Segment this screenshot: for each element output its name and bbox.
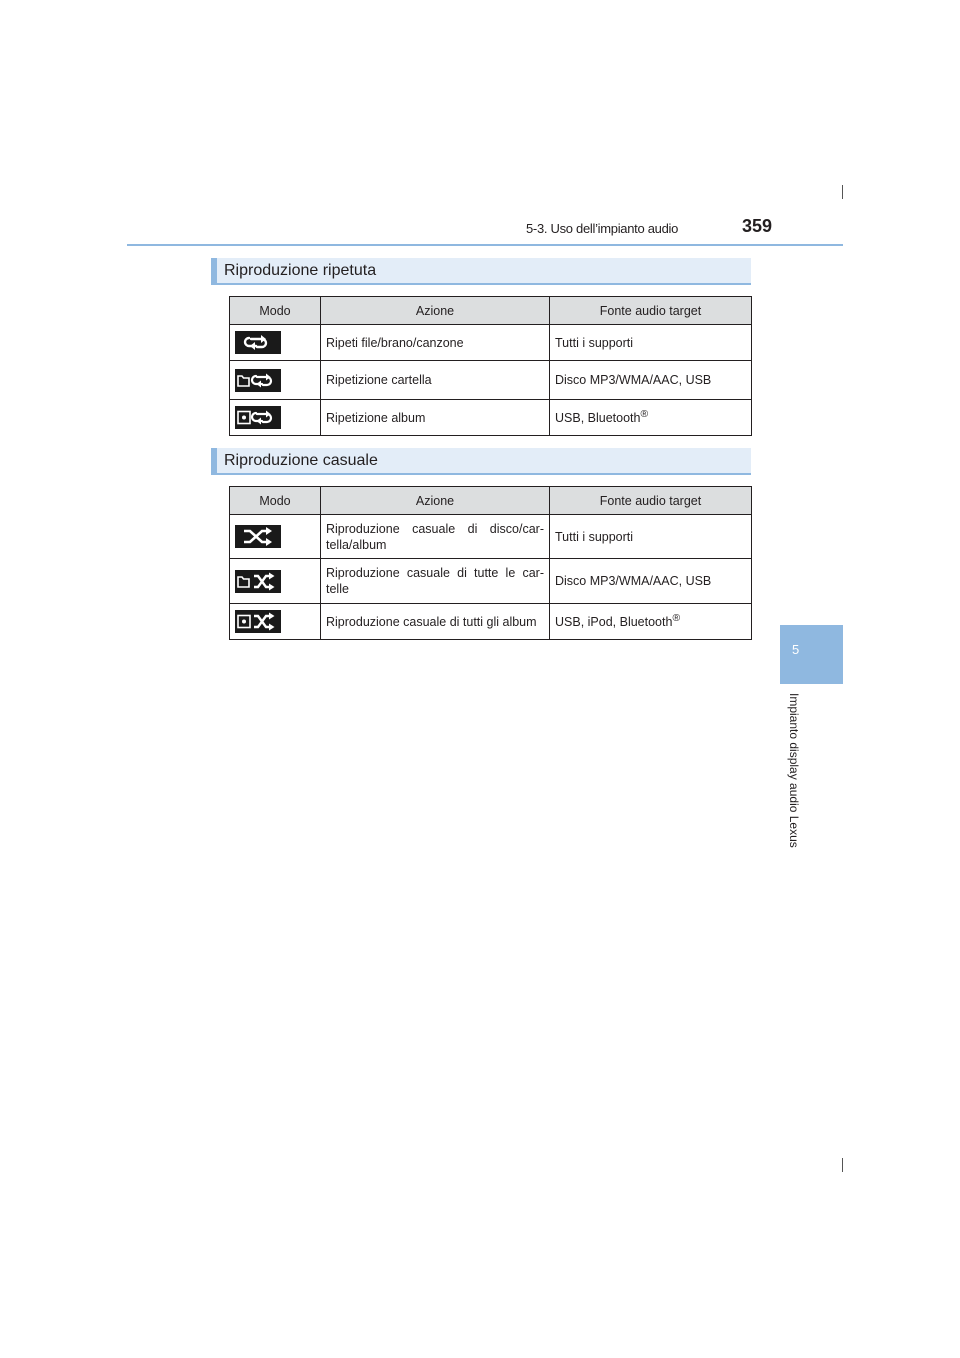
column-header-mode: Modo (230, 487, 321, 515)
random-table (229, 486, 752, 640)
table-header-row (230, 297, 752, 325)
header-rule (127, 244, 843, 246)
chapter-number: 5 (792, 642, 800, 657)
table-row (230, 400, 752, 436)
column-header-source: Fonte audio target (550, 487, 752, 515)
action-cell: Riproduzione casuale di tutte le car-telle (321, 559, 550, 604)
section-heading-random: Riproduzione casuale (211, 448, 751, 475)
table-row (230, 515, 752, 559)
mode-cell (230, 604, 321, 640)
chapter-tab (780, 625, 843, 684)
source-cell (550, 400, 752, 436)
source-text: USB, Bluetooth (555, 411, 641, 426)
folder-repeat-icon (235, 369, 281, 392)
action-cell: Ripetizione album (321, 400, 550, 436)
source-cell: Disco MP3/WMA/AAC, USB (550, 559, 752, 604)
section-heading-repeat: Riproduzione ripetuta (211, 258, 751, 285)
source-cell: Tutti i supporti (550, 325, 752, 361)
folder-shuffle-icon (235, 570, 281, 593)
shuffle-icon (235, 525, 281, 548)
table-row (230, 325, 752, 361)
table-row (230, 361, 752, 400)
registered-mark: ® (672, 613, 681, 625)
action-cell: Ripetizione cartella (321, 361, 550, 400)
column-header-action: Azione (321, 297, 550, 325)
repeat-icon (235, 331, 281, 354)
table-row (230, 604, 752, 640)
repeat-table (229, 296, 752, 436)
mode-cell (230, 325, 321, 361)
disc-repeat-icon (235, 406, 281, 429)
crop-mark-top (842, 185, 843, 199)
source-cell: Tutti i supporti (550, 515, 752, 559)
table-header-row (230, 487, 752, 515)
mode-cell (230, 400, 321, 436)
source-text: USB, iPod, Bluetooth (555, 615, 673, 630)
running-header: 5-3. Uso dell’impianto audio (526, 221, 679, 236)
action-cell: Ripeti file/brano/canzone (321, 325, 550, 361)
source-cell (550, 604, 752, 640)
chapter-label: Impianto display audio Lexus (787, 693, 801, 848)
page-number: 359 (742, 216, 773, 236)
column-header-mode: Modo (230, 297, 321, 325)
table-row (230, 559, 752, 604)
column-header-action: Azione (321, 487, 550, 515)
source-cell: Disco MP3/WMA/AAC, USB (550, 361, 752, 400)
registered-mark: ® (640, 409, 649, 421)
crop-mark-bottom (842, 1158, 843, 1172)
mode-cell (230, 361, 321, 400)
action-cell: Riproduzione casuale di tutti gli album (321, 604, 550, 640)
disc-shuffle-icon (235, 610, 281, 633)
mode-cell (230, 515, 321, 559)
mode-cell (230, 559, 321, 604)
column-header-source: Fonte audio target (550, 297, 752, 325)
action-cell: Riproduzione casuale di disco/car-tella/album (321, 515, 550, 559)
